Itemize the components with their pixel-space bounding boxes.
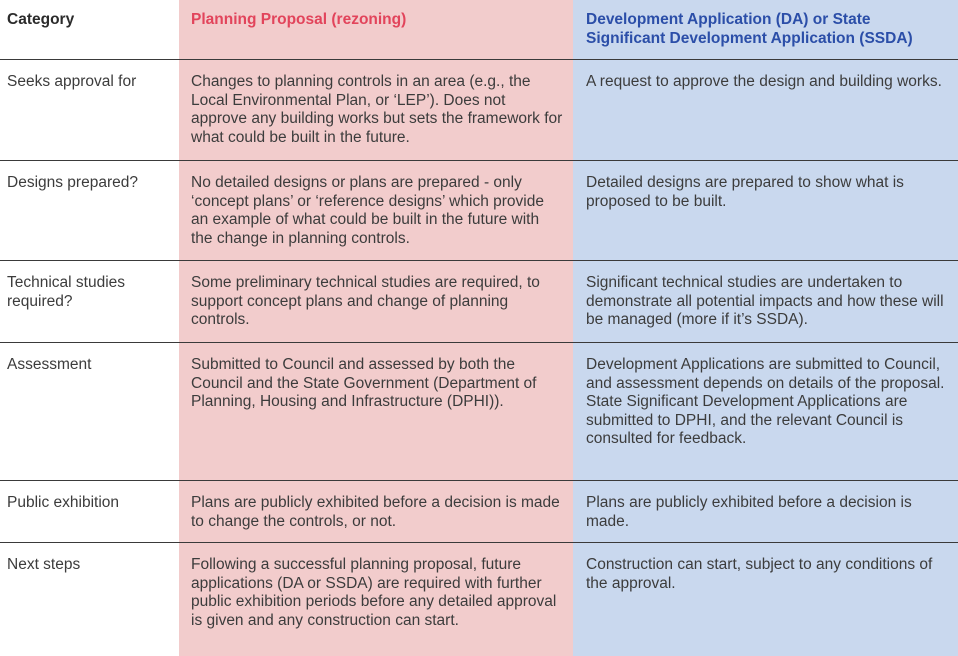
header-development-application: Development Application (DA) or State Significant Development Application (SSDA)	[586, 11, 913, 47]
table-row	[0, 161, 958, 261]
row-category: Next steps	[7, 556, 81, 573]
row-planning-cell: Plans are publicly exhibited before a decision is made to change the controls, or not.	[191, 494, 560, 530]
row-planning-cell: No detailed designs or plans are prepared - only ‘concept plans’ or ‘reference designs’ which provide an example of what could be built in the future with the change in planning controls.	[191, 174, 544, 247]
row-planning-cell: Following a successful planning proposal, future applications (DA or SSDA) are required with further public exhibition periods before any detailed approval is given and any construction can start.	[191, 556, 557, 629]
row-category: Public exhibition	[7, 494, 120, 511]
row-development-cell: Plans are publicly exhibited before a decision is made.	[586, 494, 912, 530]
row-category: Technical studies required?	[7, 274, 126, 310]
row-category: Designs prepared?	[7, 174, 138, 191]
row-category: Assessment	[7, 356, 92, 373]
row-development-cell: Detailed designs are prepared to show what is proposed to be built.	[586, 174, 904, 210]
table-row	[0, 343, 958, 481]
row-planning-cell: Some preliminary technical studies are required, to support concept plans and change of planning controls.	[191, 274, 540, 328]
table-row	[0, 261, 958, 343]
row-development-cell: Construction can start, subject to any conditions of the approval.	[586, 556, 933, 592]
header-category: Category	[7, 11, 75, 28]
row-planning-cell: Changes to planning controls in an area (e.g., the Local Environmental Plan, or ‘LEP’). Does not approve any building works but sets the framework for what could be built in the future.	[191, 73, 563, 146]
row-development-cell: Significant technical studies are undertaken to demonstrate all potential impacts and how these will be managed (more if it’s SSDA).	[586, 274, 944, 328]
row-development-cell: A request to approve the design and building works.	[586, 73, 942, 90]
row-category: Seeks approval for	[7, 73, 137, 90]
header-planning-proposal: Planning Proposal (rezoning)	[191, 11, 407, 28]
table-row	[0, 60, 958, 161]
table-row	[0, 481, 958, 543]
row-planning-cell: Submitted to Council and assessed by both the Council and the State Government (Department of Planning, Housing and Infrastructure (DPHI)).	[191, 356, 537, 410]
table-header-row	[0, 0, 958, 60]
table-row	[0, 543, 958, 656]
row-development-cell: Development Applications are submitted to Council, and assessment depends on details of the proposal. State Significant Development Applications are submitted to DPHI, and the relevant Council is consulted for feedback.	[586, 356, 945, 447]
